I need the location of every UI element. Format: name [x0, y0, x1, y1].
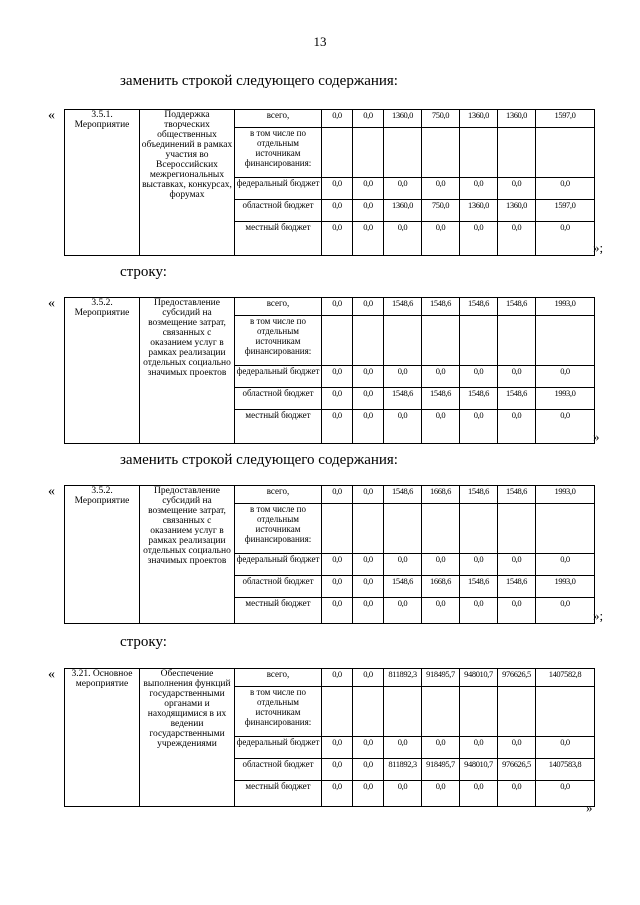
budget-table-4: [64, 668, 595, 807]
amount-cell: 0,0: [322, 366, 353, 388]
activity-name-cell: Поддержка творческих общественных объединений в рамках участия во Всероссийских межрегиональных выставках, конкурсах, форумах: [140, 110, 235, 256]
amount-cell: [498, 687, 536, 737]
amount-cell: 918495,7: [422, 759, 460, 781]
activity-name-cell: Предоставление субсидий на возмещение затрат, связанных с оказанием услуг в рамках реализации отдельных социально значимых проектов: [140, 298, 235, 444]
amount-cell: 0,0: [322, 669, 353, 687]
amount-cell: 0,0: [422, 781, 460, 807]
amount-cell: 1548,6: [460, 486, 498, 504]
amount-cell: 0,0: [536, 598, 595, 624]
amount-cell: [322, 128, 353, 178]
amount-cell: [536, 687, 595, 737]
amount-cell: 0,0: [322, 598, 353, 624]
amount-cell: 0,0: [353, 759, 384, 781]
funding-source-label: местный бюджет: [235, 598, 322, 624]
amount-cell: 0,0: [536, 366, 595, 388]
amount-cell: 0,0: [460, 410, 498, 444]
amount-cell: 0,0: [498, 554, 536, 576]
funding-source-label: местный бюджет: [235, 410, 322, 444]
amount-cell: 1548,6: [422, 298, 460, 316]
amount-cell: 0,0: [353, 554, 384, 576]
amount-cell: 1548,6: [460, 576, 498, 598]
amount-cell: 1360,0: [498, 200, 536, 222]
amount-cell: 0,0: [422, 598, 460, 624]
amount-cell: 948010,7: [460, 669, 498, 687]
amount-cell: 0,0: [322, 759, 353, 781]
amount-cell: [536, 316, 595, 366]
activity-name-cell: Предоставление субсидий на возмещение затрат, связанных с оказанием услуг в рамках реализации отдельных социально значимых проектов: [140, 486, 235, 624]
close-quote-1: »;: [593, 240, 604, 255]
amount-cell: 0,0: [353, 298, 384, 316]
amount-cell: 0,0: [322, 554, 353, 576]
amount-cell: 0,0: [322, 178, 353, 200]
funding-source-label: федеральный бюджет: [235, 737, 322, 759]
amount-cell: [384, 316, 422, 366]
amount-cell: 0,0: [384, 598, 422, 624]
amount-cell: 1548,6: [498, 388, 536, 410]
table-row: [65, 298, 595, 316]
instruction-replace-1: заменить строкой следующего содержания:: [120, 73, 398, 89]
amount-cell: 0,0: [422, 178, 460, 200]
amount-cell: [460, 128, 498, 178]
instruction-replace-2: заменить строкой следующего содержания:: [120, 452, 398, 468]
amount-cell: 0,0: [422, 554, 460, 576]
amount-cell: 1993,0: [536, 388, 595, 410]
table-row: [65, 669, 595, 687]
amount-cell: 0,0: [384, 178, 422, 200]
amount-cell: [460, 316, 498, 366]
amount-cell: 0,0: [498, 178, 536, 200]
amount-cell: 0,0: [353, 222, 384, 256]
amount-cell: 0,0: [498, 366, 536, 388]
amount-cell: [384, 504, 422, 554]
amount-cell: 0,0: [384, 781, 422, 807]
amount-cell: 0,0: [353, 669, 384, 687]
amount-cell: [422, 128, 460, 178]
amount-cell: 0,0: [322, 200, 353, 222]
funding-source-label: всего,: [235, 669, 322, 687]
amount-cell: 1548,6: [384, 486, 422, 504]
amount-cell: 1548,6: [460, 388, 498, 410]
amount-cell: 0,0: [422, 222, 460, 256]
amount-cell: 0,0: [353, 737, 384, 759]
funding-source-label: областной бюджет: [235, 200, 322, 222]
funding-source-label: в том числе по отдельным источникам финансирования:: [235, 504, 322, 554]
table-row: [65, 110, 595, 128]
amount-cell: [322, 316, 353, 366]
table-row: [65, 486, 595, 504]
activity-code-cell: 3.5.1. Мероприятие: [65, 110, 140, 256]
amount-cell: [536, 504, 595, 554]
amount-cell: 0,0: [353, 410, 384, 444]
funding-source-label: федеральный бюджет: [235, 554, 322, 576]
funding-source-label: местный бюджет: [235, 781, 322, 807]
amount-cell: 0,0: [460, 781, 498, 807]
amount-cell: 1597,0: [536, 200, 595, 222]
amount-cell: 0,0: [384, 737, 422, 759]
amount-cell: 1668,6: [422, 576, 460, 598]
amount-cell: 0,0: [322, 410, 353, 444]
open-quote-1: «: [48, 108, 55, 123]
amount-cell: 0,0: [498, 410, 536, 444]
amount-cell: 811892,3: [384, 669, 422, 687]
amount-cell: 0,0: [460, 737, 498, 759]
amount-cell: 948010,7: [460, 759, 498, 781]
amount-cell: [460, 504, 498, 554]
amount-cell: 1548,6: [498, 576, 536, 598]
amount-cell: 976626,5: [498, 669, 536, 687]
amount-cell: 811892,3: [384, 759, 422, 781]
close-quote-2: »: [593, 429, 600, 444]
amount-cell: [422, 687, 460, 737]
amount-cell: 0,0: [322, 298, 353, 316]
funding-source-label: местный бюджет: [235, 222, 322, 256]
amount-cell: 1407583,8: [536, 759, 595, 781]
close-quote-4: »: [586, 800, 593, 815]
amount-cell: 0,0: [536, 737, 595, 759]
funding-source-label: областной бюджет: [235, 759, 322, 781]
amount-cell: 0,0: [422, 410, 460, 444]
amount-cell: [498, 504, 536, 554]
amount-cell: [322, 504, 353, 554]
amount-cell: 0,0: [460, 554, 498, 576]
activity-code-cell: 3.21. Основное мероприятие: [65, 669, 140, 807]
funding-source-label: всего,: [235, 110, 322, 128]
amount-cell: 0,0: [536, 222, 595, 256]
amount-cell: 0,0: [536, 178, 595, 200]
amount-cell: 0,0: [460, 366, 498, 388]
funding-source-label: федеральный бюджет: [235, 178, 322, 200]
amount-cell: 0,0: [498, 222, 536, 256]
amount-cell: 0,0: [536, 781, 595, 807]
open-quote-4: «: [48, 667, 55, 682]
amount-cell: 1993,0: [536, 298, 595, 316]
amount-cell: 1993,0: [536, 486, 595, 504]
amount-cell: 0,0: [498, 737, 536, 759]
amount-cell: [536, 128, 595, 178]
amount-cell: 0,0: [353, 366, 384, 388]
amount-cell: 1360,0: [498, 110, 536, 128]
amount-cell: 1668,6: [422, 486, 460, 504]
amount-cell: 0,0: [322, 576, 353, 598]
amount-cell: 976626,5: [498, 759, 536, 781]
amount-cell: 0,0: [460, 598, 498, 624]
amount-cell: [498, 128, 536, 178]
funding-source-label: всего,: [235, 486, 322, 504]
activity-name-cell: Обеспечение выполнения функций государственными органами и находящимися в их ведении государственными учреждениями: [140, 669, 235, 807]
amount-cell: 0,0: [322, 388, 353, 410]
amount-cell: 0,0: [422, 366, 460, 388]
funding-source-label: в том числе по отдельным источникам финансирования:: [235, 316, 322, 366]
amount-cell: 0,0: [384, 366, 422, 388]
amount-cell: [353, 128, 384, 178]
amount-cell: 1407582,8: [536, 669, 595, 687]
amount-cell: 1360,0: [460, 200, 498, 222]
instruction-row-2: строку:: [120, 634, 167, 650]
budget-table-2: [64, 297, 595, 444]
funding-source-label: в том числе по отдельным источникам финансирования:: [235, 687, 322, 737]
budget-table-1: [64, 109, 595, 256]
amount-cell: 1548,6: [498, 298, 536, 316]
amount-cell: 0,0: [498, 781, 536, 807]
activity-code-cell: 3.5.2. Мероприятие: [65, 486, 140, 624]
amount-cell: 0,0: [353, 598, 384, 624]
amount-cell: 0,0: [422, 737, 460, 759]
amount-cell: 1548,6: [498, 486, 536, 504]
amount-cell: 0,0: [353, 110, 384, 128]
amount-cell: 0,0: [460, 178, 498, 200]
amount-cell: 0,0: [384, 554, 422, 576]
amount-cell: [422, 504, 460, 554]
page-number: 13: [313, 34, 327, 49]
budget-table-3: [64, 485, 595, 624]
amount-cell: [422, 316, 460, 366]
amount-cell: 1360,0: [384, 200, 422, 222]
amount-cell: 0,0: [322, 486, 353, 504]
amount-cell: 750,0: [422, 200, 460, 222]
amount-cell: 750,0: [422, 110, 460, 128]
open-quote-2: «: [48, 296, 55, 311]
amount-cell: 0,0: [353, 178, 384, 200]
amount-cell: 0,0: [322, 222, 353, 256]
amount-cell: 0,0: [353, 200, 384, 222]
funding-source-label: областной бюджет: [235, 388, 322, 410]
amount-cell: [384, 128, 422, 178]
amount-cell: 0,0: [322, 110, 353, 128]
amount-cell: 1360,0: [384, 110, 422, 128]
amount-cell: [353, 504, 384, 554]
amount-cell: [322, 687, 353, 737]
amount-cell: 0,0: [384, 222, 422, 256]
amount-cell: 0,0: [322, 737, 353, 759]
amount-cell: 918495,7: [422, 669, 460, 687]
amount-cell: 0,0: [460, 222, 498, 256]
funding-source-label: федеральный бюджет: [235, 366, 322, 388]
amount-cell: 1548,6: [460, 298, 498, 316]
instruction-row-1: строку:: [120, 264, 167, 280]
amount-cell: [498, 316, 536, 366]
amount-cell: 0,0: [384, 410, 422, 444]
amount-cell: 0,0: [498, 598, 536, 624]
amount-cell: 1360,0: [460, 110, 498, 128]
amount-cell: 1597,0: [536, 110, 595, 128]
funding-source-label: в том числе по отдельным источникам финансирования:: [235, 128, 322, 178]
amount-cell: [460, 687, 498, 737]
amount-cell: 1548,6: [384, 298, 422, 316]
amount-cell: 0,0: [353, 388, 384, 410]
amount-cell: 0,0: [536, 410, 595, 444]
close-quote-3: »;: [593, 608, 604, 623]
amount-cell: 1548,6: [422, 388, 460, 410]
amount-cell: 1548,6: [384, 388, 422, 410]
amount-cell: 0,0: [353, 486, 384, 504]
amount-cell: [384, 687, 422, 737]
amount-cell: 0,0: [353, 576, 384, 598]
amount-cell: 0,0: [322, 781, 353, 807]
funding-source-label: всего,: [235, 298, 322, 316]
activity-code-cell: 3.5.2. Мероприятие: [65, 298, 140, 444]
amount-cell: [353, 316, 384, 366]
funding-source-label: областной бюджет: [235, 576, 322, 598]
open-quote-3: «: [48, 484, 55, 499]
amount-cell: 0,0: [536, 554, 595, 576]
amount-cell: 0,0: [353, 781, 384, 807]
amount-cell: 1548,6: [384, 576, 422, 598]
amount-cell: 1993,0: [536, 576, 595, 598]
amount-cell: [353, 687, 384, 737]
